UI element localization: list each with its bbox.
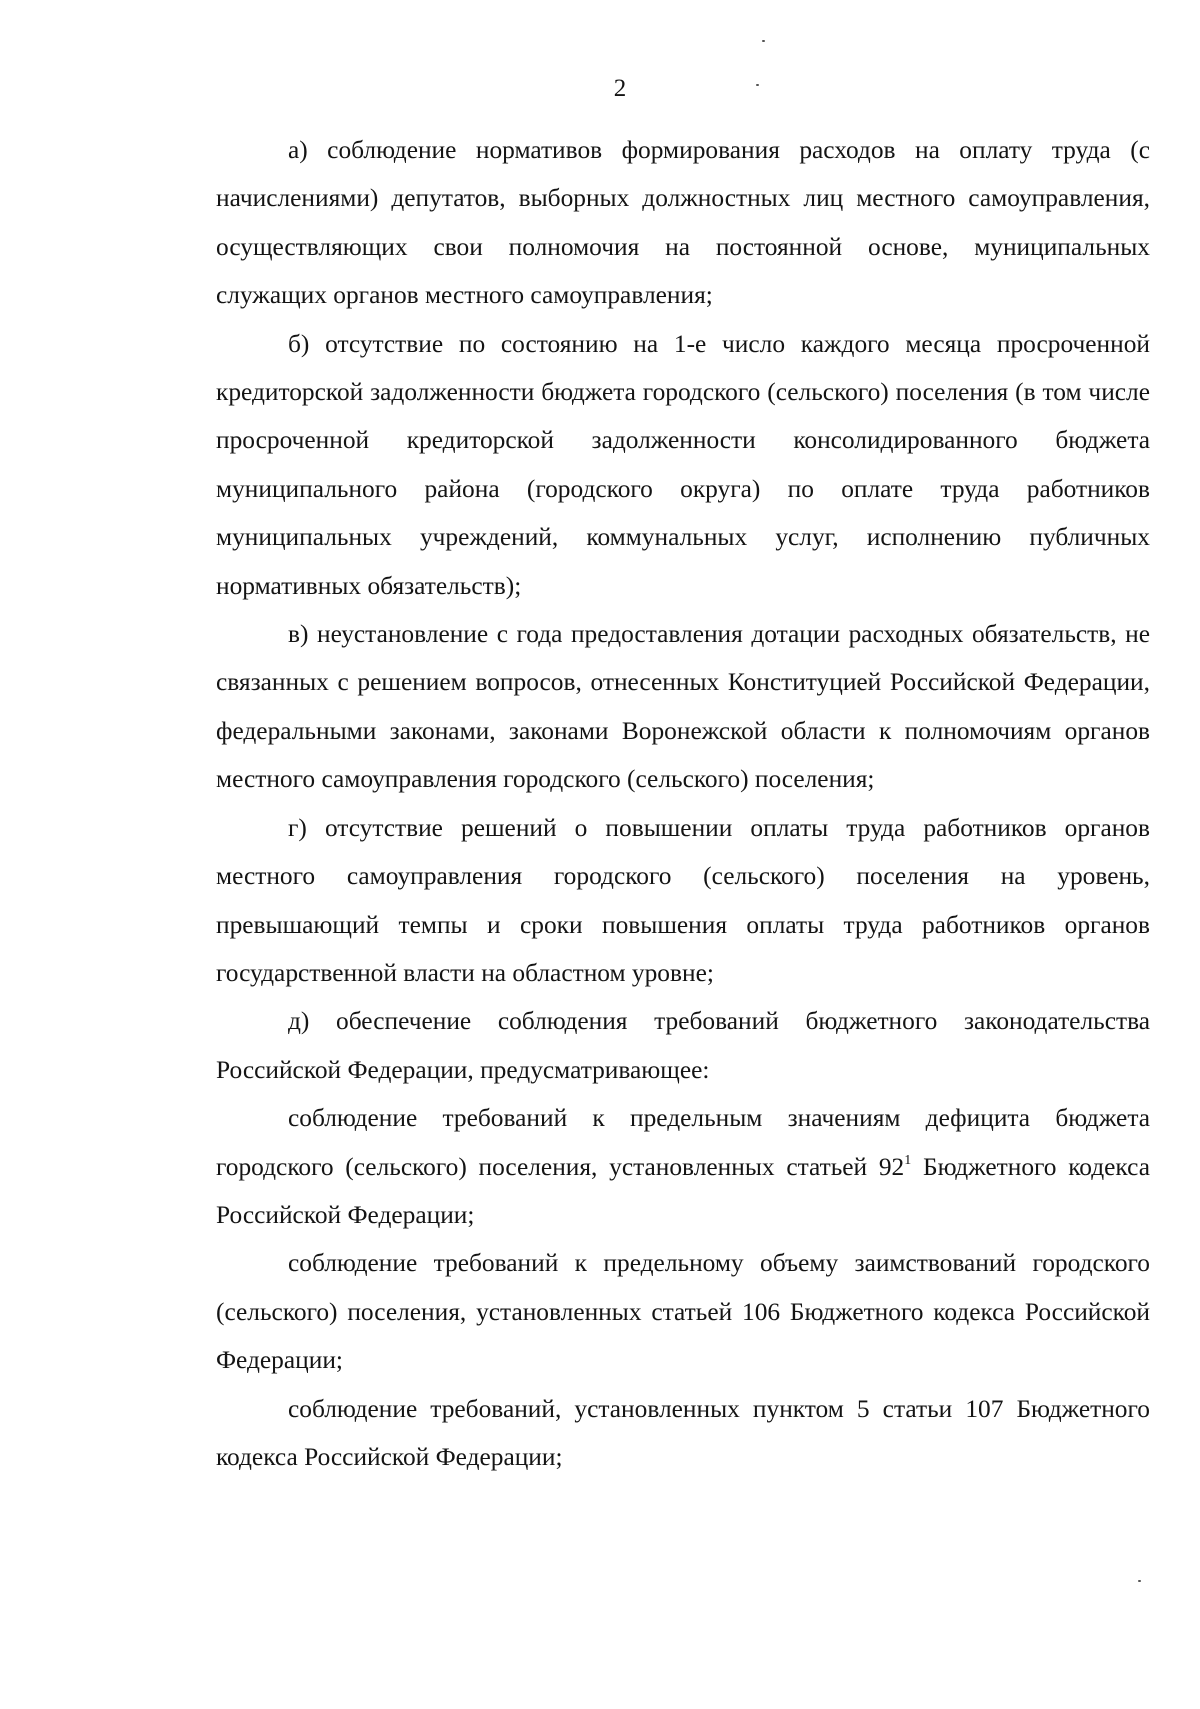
scan-speck [1138, 1580, 1141, 1582]
paragraph-text-before: соблюдение требований к предельным значениям дефицита бюджета городского (сельского) поселения, установленных статьей 92 [216, 1104, 1150, 1181]
scan-speck [756, 84, 759, 86]
page-number: 2 [613, 75, 627, 102]
paragraph-borrowing-requirements: соблюдение требований к предельному объему заимствований городского (сельского) поселения, установленных статьей 106 Бюджетного кодекса Российской Федерации; [216, 1249, 1150, 1375]
paragraph-deficit-requirements [216, 1094, 1150, 1239]
paragraph-text-after: Бюджетного кодекса Российской Федерации; [216, 1152, 1150, 1229]
paragraph-a: а) соблюдение нормативов формирования расходов на оплату труда (с начислениями) депутатов, выборных должностных лиц местного самоуправления, осуществляющих свои полномочия на постоянной основе, муниципальных служащих органов местного самоуправления; [216, 136, 1150, 310]
paragraph-d: д) обеспечение соблюдения требований бюджетного законодательства Российской Федерации, предусматривающее: [216, 1007, 1150, 1084]
paragraph-b: б) отсутствие по состоянию на 1-е число каждого месяца просроченной кредиторской задолженности бюджета городского (сельского) поселения (в том числе просроченной кредиторской задолженности консолидированного бюджета муниципального района (городского округа) по оплате труда работников муниципальных учреждений, коммунальных услуг, исполнению публичных нормативных обязательств); [216, 329, 1150, 600]
document-body [216, 126, 1150, 1481]
paragraph-article-107-requirements: соблюдение требований, установленных пунктом 5 статьи 107 Бюджетного кодекса Российской Федерации; [216, 1394, 1150, 1471]
scan-speck [762, 40, 765, 42]
paragraph-v: в) неустановление с года предоставления дотации расходных обязательств, не связанных с решением вопросов, отнесенных Конституцией Российской Федерации, федеральными законами, законами Воронежской области к полномочиям органов местного самоуправления городского (сельского) поселения; [216, 620, 1150, 794]
article-superscript: 1 [904, 1152, 912, 1168]
paragraph-g: г) отсутствие решений о повышении оплаты труда работников органов местного самоуправления городского (сельского) поселения на уровень, превышающий темпы и сроки повышения оплаты труда работников органов государственной власти на областном уровне; [216, 813, 1150, 987]
